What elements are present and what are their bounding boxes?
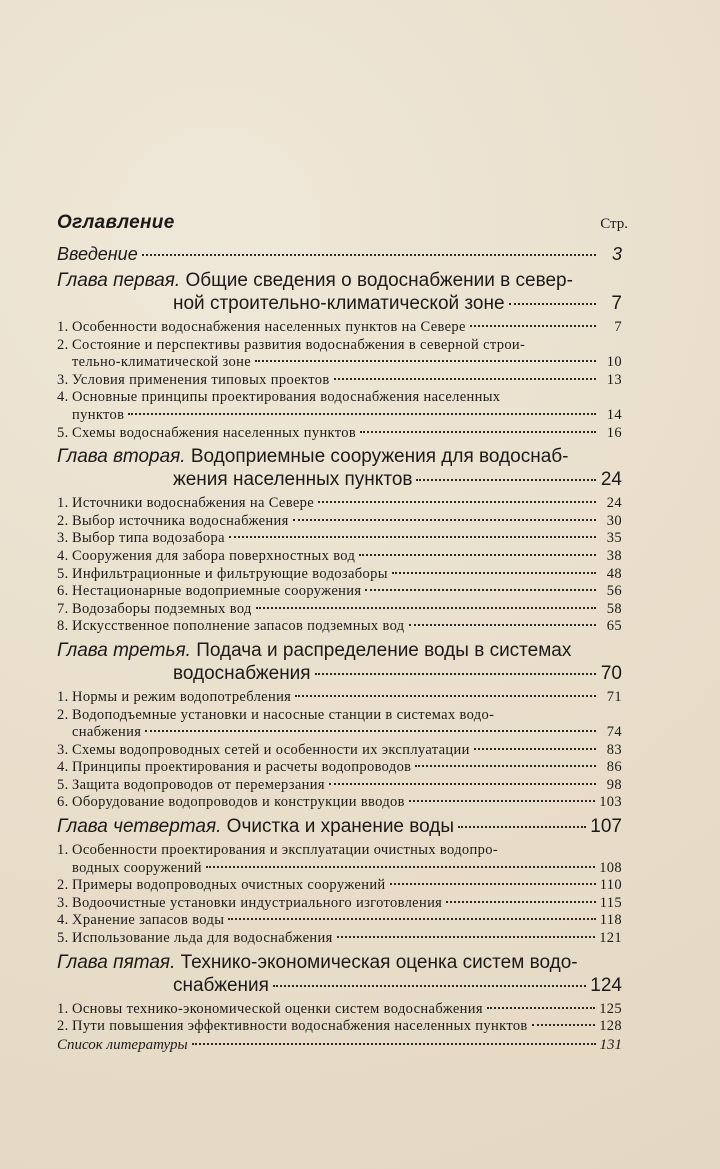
page-number: 30 (606, 512, 622, 529)
chapter-title-line (57, 662, 622, 685)
dot-leader (295, 695, 596, 697)
page-column-header: Стр. (600, 216, 628, 232)
entry-line (57, 689, 622, 707)
entry-line (57, 895, 622, 913)
chapter-title-line (57, 974, 622, 997)
dot-leader (256, 607, 596, 609)
chapter-title: жения населенных пунктов (173, 469, 413, 491)
dot-leader (273, 985, 586, 987)
entry-text: Водозаборы подземных вод (72, 600, 252, 617)
dot-leader (337, 936, 596, 938)
entry-line (57, 759, 622, 777)
dot-leader (142, 254, 596, 256)
entry-text: Хранение запасов воды (72, 912, 225, 929)
entry-number: 4. (57, 912, 69, 929)
chapter-heading (57, 445, 622, 491)
entry-text: Особенности проектирования и эксплуатации очистных водопро- (72, 842, 499, 859)
chapter-title-line (57, 815, 622, 838)
toc-entry-references (57, 1036, 622, 1054)
page-number: 131 (599, 1036, 622, 1053)
entry-text: Инфильтрационные и фильтрующие водозаборы (72, 565, 388, 582)
page-number: 124 (590, 974, 622, 996)
entry-line (57, 389, 622, 407)
entry-text: Защита водопроводов от перемерзания (72, 776, 325, 793)
page-number: 103 (599, 794, 622, 811)
entry-line (57, 548, 622, 566)
dot-leader (409, 800, 595, 802)
page-number: 74 (606, 724, 622, 741)
entry-text: Выбор источника водоснабжения (72, 512, 289, 529)
dot-leader (228, 918, 595, 920)
entry-number: 1. (57, 1000, 69, 1017)
chapter-heading (57, 269, 622, 315)
entry-number: 3. (57, 741, 69, 758)
page-number: 86 (606, 759, 622, 776)
page-number: 128 (599, 1018, 622, 1035)
page-number: 24 (606, 495, 622, 512)
entry-line (57, 319, 622, 337)
entry-line (57, 842, 622, 860)
chapter-title: Общие сведения о водоснабжении в север- (185, 270, 573, 291)
entry-line (57, 425, 622, 443)
entry-text: Особенности водоснабжения населенных пунктов на Севере (72, 319, 466, 335)
toc-entry (57, 794, 622, 812)
toc-entry (57, 548, 622, 566)
page-number: 10 (606, 354, 622, 371)
entry-number: 2. (57, 336, 69, 353)
entry-line (57, 407, 622, 425)
chapter-label: Глава четвертая. (57, 816, 222, 838)
entry-number: 4. (57, 759, 69, 776)
toc-entry (57, 912, 622, 930)
chapter-title: Подача и распределение воды в системах (196, 639, 572, 661)
entry-number: 5. (57, 776, 69, 793)
chapter-title: Водоприемные сооружения для водоснаб- (190, 446, 569, 468)
toc-entry (57, 895, 622, 913)
dot-leader (359, 554, 596, 556)
chapter-heading (57, 951, 622, 997)
page-number: 65 (606, 618, 622, 635)
dot-leader (416, 479, 596, 481)
chapter-heading (57, 639, 622, 685)
entry-text: Схемы водоснабжения населенных пунктов (72, 424, 357, 441)
toc-entry (57, 707, 622, 742)
chapter-title-line (57, 269, 622, 292)
chapter-title-line (57, 468, 622, 491)
entry-number: 1. (57, 688, 69, 705)
chapter-title: снабжения (173, 974, 269, 996)
dot-leader (458, 826, 586, 828)
dot-leader (318, 501, 596, 503)
dot-leader (334, 378, 596, 380)
entry-label: Введение (57, 244, 138, 264)
table-of-contents (57, 212, 628, 1054)
page-number: 56 (606, 583, 622, 600)
entry-text: Сооружения для забора поверхностных вод (72, 547, 356, 564)
entry-line (57, 601, 622, 619)
dot-leader (446, 901, 596, 903)
chapter-title-line (57, 445, 622, 468)
toc-entry (57, 513, 622, 531)
entry-line (57, 583, 622, 601)
entry-line (57, 1001, 622, 1019)
page-number: 16 (606, 424, 622, 441)
entry-line (57, 1018, 622, 1036)
entry-text: пунктов (72, 406, 125, 423)
page-number: 108 (599, 859, 622, 876)
entry-text: Водоподъемные установки и насосные станции в системах водо- (72, 706, 495, 723)
chapter-label: Глава третья. (57, 639, 191, 661)
dot-leader (192, 1043, 596, 1045)
entry-line (57, 877, 622, 895)
entry-line (57, 912, 622, 930)
entry-line (57, 930, 622, 948)
dot-leader (487, 1007, 595, 1009)
entry-label: Список литературы (57, 1036, 188, 1053)
chapter-label: Глава пятая. (57, 951, 176, 973)
entry-number: 6. (57, 794, 69, 811)
entry-text: Условия применения типовых проектов (72, 371, 330, 388)
page-number: 48 (606, 565, 622, 582)
page-number: 71 (606, 688, 622, 705)
dot-leader (145, 730, 596, 732)
toc-entry (57, 583, 622, 601)
chapter-label: Глава вторая. (57, 446, 186, 468)
dot-leader (509, 303, 596, 305)
entry-line (57, 860, 622, 878)
page-number: 98 (606, 776, 622, 793)
dot-leader (255, 360, 596, 362)
toc-entry (57, 1001, 622, 1019)
entry-text: Нормы и режим водопотребления (72, 688, 292, 705)
entry-text: Схемы водопроводных сетей и особенности их эксплуатации (72, 741, 470, 758)
dot-leader (229, 536, 596, 538)
dot-leader (365, 589, 596, 591)
entry-number: 2. (57, 512, 69, 529)
page-number: 24 (600, 469, 622, 491)
dot-leader (415, 765, 596, 767)
entry-text: Основы технико-экономической оценки систем водоснабжения (72, 1000, 483, 1017)
toc-entry (57, 337, 622, 372)
page-number: 38 (606, 547, 622, 564)
page-number: 7 (614, 319, 622, 335)
entry-line (57, 742, 622, 760)
entry-line (57, 566, 622, 584)
entry-line (57, 495, 622, 513)
entry-number: 7. (57, 600, 69, 617)
entry-number: 5. (57, 930, 69, 947)
chapter-title: ной строительно-климатической зоне (173, 293, 505, 314)
entry-text: Основные принципы проектирования водоснабжения населенных (72, 389, 501, 406)
toc-entry (57, 842, 622, 877)
dot-leader (360, 431, 596, 433)
dot-leader (315, 673, 596, 675)
entry-text: Водоочистные установки индустриального изготовления (72, 894, 443, 911)
entry-number: 4. (57, 547, 69, 564)
dot-leader (206, 866, 595, 868)
entry-line (57, 724, 622, 742)
page-number: 13 (606, 371, 622, 388)
entry-number: 1. (57, 842, 69, 859)
chapter-title-line (57, 639, 622, 662)
toc-entry (57, 742, 622, 760)
page-number: 110 (599, 877, 622, 894)
toc-entry (57, 372, 622, 390)
entry-line (57, 354, 622, 372)
page-number: 107 (590, 816, 622, 838)
toc-entry (57, 601, 622, 619)
entry-text: Принципы проектирования и расчеты водопроводов (72, 759, 412, 776)
entry-number: 6. (57, 583, 69, 600)
entry-number: 3. (57, 894, 69, 911)
dot-leader (390, 883, 596, 885)
toc-entry (57, 689, 622, 707)
entry-text: Пути повышения эффективности водоснабжения населенных пунктов (72, 1018, 528, 1035)
entry-line (57, 618, 622, 636)
dot-leader (293, 519, 596, 521)
entry-text: Источники водоснабжения на Севере (72, 495, 314, 512)
page-number: 58 (606, 600, 622, 617)
chapter-heading (57, 815, 622, 838)
entry-line (57, 372, 622, 390)
entry-line (57, 707, 622, 725)
page-number: 125 (599, 1000, 622, 1017)
entry-text: Искусственное пополнение запасов подземных вод (72, 618, 405, 635)
page-number: 121 (599, 930, 622, 947)
toc-entry (57, 425, 622, 443)
chapter-label: Глава первая. (57, 270, 181, 291)
page-number: 118 (599, 912, 622, 929)
entry-text: снабжения (72, 724, 142, 741)
toc-entry (57, 618, 622, 636)
entry-text: Использование льда для водоснабжения (72, 930, 333, 947)
chapter-title-line (57, 951, 622, 974)
toc-entry (57, 319, 622, 337)
toc-entry (57, 389, 622, 424)
chapter-title-line (57, 292, 622, 315)
chapter-title: водоснабжения (173, 662, 311, 684)
chapter-title: Очистка и хранение воды (226, 816, 455, 838)
dot-leader (532, 1024, 596, 1026)
entry-number: 4. (57, 389, 69, 406)
page-number: 35 (606, 530, 622, 547)
entry-number: 1. (57, 319, 69, 335)
dot-leader (470, 325, 596, 327)
entry-text: Оборудование водопроводов и конструкции вводов (72, 794, 405, 811)
entry-number: 5. (57, 424, 69, 441)
toc-entry (57, 877, 622, 895)
dot-leader (128, 413, 596, 415)
entry-line (57, 337, 622, 355)
chapter-title: Технико-экономическая оценка систем водо- (180, 951, 578, 973)
page-number: 3 (611, 244, 622, 264)
entry-text: Состояние и перспективы развития водоснабжения в северной строи- (72, 336, 526, 353)
page-number: 115 (599, 894, 622, 911)
chapters (57, 269, 622, 1036)
dot-leader (329, 783, 596, 785)
entry-number: 2. (57, 706, 69, 723)
dot-leader (392, 572, 596, 574)
toc-entry (57, 566, 622, 584)
entry-text: Нестационарные водоприемные сооружения (72, 583, 362, 600)
toc-entry (57, 495, 622, 513)
entry-number: 3. (57, 530, 69, 547)
toc-title: Оглавление (57, 212, 175, 233)
entry-number: 8. (57, 618, 69, 635)
toc-header (57, 212, 628, 234)
entry-text: тельно-климатической зоне (72, 354, 252, 371)
page-number: 83 (606, 741, 622, 758)
toc-entry-intro (57, 242, 622, 266)
entry-number: 2. (57, 1018, 69, 1035)
entry-line (57, 794, 622, 812)
toc-entry (57, 777, 622, 795)
toc-entry (57, 530, 622, 548)
page-number: 70 (600, 662, 622, 684)
page-number: 7 (611, 293, 622, 314)
entry-line (57, 530, 622, 548)
toc-entry (57, 759, 622, 777)
entry-line (57, 513, 622, 531)
dot-leader (409, 624, 597, 626)
entry-number: 5. (57, 565, 69, 582)
entry-line (57, 777, 622, 795)
entry-number: 3. (57, 371, 69, 388)
entry-text: водных сооружений (72, 859, 202, 876)
page-number: 14 (606, 406, 622, 423)
entry-text: Примеры водопроводных очистных сооружений (72, 877, 386, 894)
dot-leader (474, 748, 596, 750)
entry-number: 2. (57, 877, 69, 894)
toc-entry (57, 1018, 622, 1036)
entry-number: 1. (57, 495, 69, 512)
entry-text: Выбор типа водозабора (72, 530, 225, 547)
toc-entry (57, 930, 622, 948)
